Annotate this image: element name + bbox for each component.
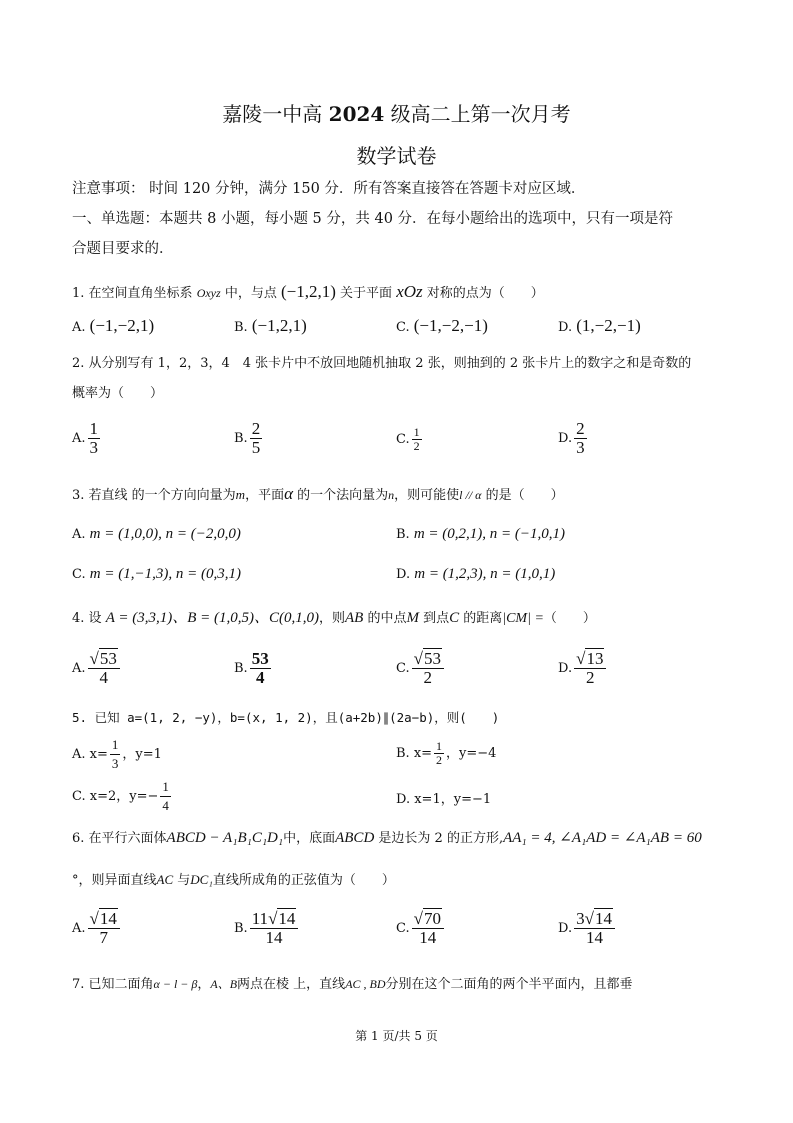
q3-option-d[interactable] <box>396 566 555 583</box>
q3-stem <box>72 484 564 506</box>
option-label: A. <box>72 921 86 936</box>
q4-text-4: 到点 <box>418 611 450 626</box>
option-rest: ，y=1 <box>122 747 162 762</box>
q6-option-a[interactable] <box>72 910 122 947</box>
numerator: 2 <box>251 419 261 438</box>
q4-points: A = (3,3,1)、B = (1,0,5)、C(0,1,0) <box>105 610 319 626</box>
denominator: 3 <box>576 438 585 457</box>
option-label: D. <box>396 567 411 582</box>
q2-option-a[interactable] <box>72 420 102 457</box>
q4-point-m: M <box>406 610 419 626</box>
q3-vector-m: m <box>235 487 246 502</box>
q5-stem: 5. 已知 a=(1, 2, −y)，b=(x, 1, 2)，且(a+2b)∥(2a−b)，则( ) <box>72 710 500 725</box>
radicand: 13 <box>586 649 604 668</box>
q6-base: ABCD <box>335 830 375 846</box>
q6-stem-line2 <box>72 870 395 891</box>
option-value: (−1,−2,−1) <box>413 316 488 335</box>
option-label: C. <box>72 567 86 582</box>
q6-line-ac: AC <box>156 872 174 887</box>
denominator: 4 <box>99 668 108 687</box>
option-value: (−1,2,1) <box>251 316 307 335</box>
q7-stem <box>72 974 633 995</box>
q6-condition: AA₁ = 4, ∠A₁AD = ∠A₁AB = 60 <box>503 830 702 846</box>
option-fraction <box>250 420 263 457</box>
option-fraction <box>88 910 120 947</box>
q6-text-6: 直线所成角的正弦值为（ ） <box>212 873 395 888</box>
denominator: 14 <box>265 928 283 947</box>
option-label: A. x= <box>72 747 108 762</box>
q1-coord-system: Oxyz <box>196 286 221 300</box>
q1-text-2: 中，与点 <box>224 286 277 301</box>
q1-stem <box>72 282 544 304</box>
q2-option-c[interactable] <box>396 426 424 453</box>
option-label: A. <box>72 320 86 335</box>
option-label: D. <box>558 921 573 936</box>
option-value: m = (1,2,3), n = (1,0,1) <box>414 566 556 582</box>
denominator: 3 <box>111 756 119 771</box>
denominator: 4 <box>255 668 265 687</box>
option-fraction <box>88 650 120 687</box>
option-fraction <box>160 778 171 815</box>
q1-option-a[interactable] <box>72 316 154 336</box>
q3-text-4: ，则可能使 <box>394 488 460 503</box>
radicand: 14 <box>99 909 117 928</box>
q3-text-3: 的一个法向量为 <box>293 488 389 503</box>
q3-parallel-relation: l // α <box>459 488 482 502</box>
numerator: √70 <box>412 910 444 929</box>
q4-text-2: ，则 <box>318 611 345 626</box>
option-label: C. <box>396 432 410 447</box>
q6-solid: ABCD − A₁B₁C₁D₁ <box>166 830 284 846</box>
notice-text: 时间 120 分钟，满分 150 分．所有答案直接答在答题卡对应区域． <box>144 181 586 197</box>
q4-option-b[interactable] <box>234 650 273 687</box>
q6-text-3: 是边长为 2 的正方形, <box>374 831 504 846</box>
q4-text-6: （ ） <box>543 611 596 626</box>
q6-option-c[interactable] <box>396 910 446 947</box>
q1-option-d[interactable] <box>558 316 641 336</box>
radicand: 14 <box>594 909 612 928</box>
denominator: 14 <box>419 928 437 947</box>
option-label: A. <box>72 661 86 676</box>
option-fraction <box>250 650 271 687</box>
q6-text-4: °，则异面直线 <box>72 873 157 888</box>
denominator: 7 <box>99 928 108 947</box>
radicand: 14 <box>278 909 296 928</box>
q4-text-1: 4. 设 <box>72 611 102 626</box>
q3-option-c[interactable] <box>72 566 241 583</box>
numerator: √13 <box>574 650 606 669</box>
q3-option-a[interactable] <box>72 526 241 543</box>
q7-points-ab: A、B <box>210 977 238 991</box>
q4-text-5: 的距离 <box>459 611 503 626</box>
denominator: 3 <box>89 438 99 457</box>
denominator: 2 <box>586 668 595 687</box>
option-rest: ，y=−4 <box>446 746 497 761</box>
option-label: D. <box>558 431 573 446</box>
option-fraction <box>88 420 101 457</box>
option-label: B. x= <box>396 746 433 761</box>
option-label: B. <box>234 320 248 335</box>
denominator: 2 <box>423 668 433 687</box>
numerator: 53 <box>251 649 269 668</box>
q3-option-b[interactable] <box>396 526 565 543</box>
option-fraction <box>574 650 606 687</box>
option-value: (1,−2,−1) <box>576 316 641 335</box>
option-label: A. <box>72 431 86 446</box>
q7-lines: AC , BD <box>345 977 386 991</box>
q4-option-a[interactable] <box>72 650 122 687</box>
q2-option-b[interactable] <box>234 420 264 457</box>
q1-text-1: 1. 在空间直角坐标系 <box>72 286 193 301</box>
q1-option-c[interactable] <box>396 316 488 336</box>
denominator: 2 <box>436 753 443 767</box>
numerator: √53 <box>88 650 120 669</box>
numerator: 1 <box>110 736 121 755</box>
numerator: 1 <box>89 419 99 438</box>
option-fraction <box>412 426 422 453</box>
q4-distance-cm: |CM| = <box>502 611 544 626</box>
radicand: 53 <box>423 649 441 668</box>
q7-text-2: ， <box>197 977 211 992</box>
notice-line <box>72 178 585 200</box>
numerator: 1 <box>413 425 420 439</box>
radicand: 70 <box>423 909 441 928</box>
q4-stem <box>72 608 596 629</box>
notice-label: 注意事项： <box>72 181 145 197</box>
exam-subtitle: 数学试卷 <box>356 144 437 168</box>
title-part2: 级高二上第一次月考 <box>384 102 571 126</box>
denominator: 14 <box>586 928 604 947</box>
q1-text-4: 对称的点为（ ） <box>426 286 544 301</box>
radicand: 53 <box>99 649 117 668</box>
numerator: 1 <box>436 739 443 753</box>
q6-text-2: 中，底面 <box>283 831 336 846</box>
option-fraction <box>110 736 121 773</box>
q3-alpha: α <box>284 484 294 503</box>
q7-text-4: 分别在这个二面角的两个半平面内，且都垂 <box>385 977 633 992</box>
q6-stem-line1 <box>72 828 702 849</box>
option-label: B. <box>234 661 248 676</box>
section1-line1: 一、单选题：本题共 8 小题，每小题 5 分，共 40 分．在每小题给出的选项中，只有一项是符 <box>72 211 674 227</box>
numerator: √14 <box>88 910 120 929</box>
q4-segment-ab: AB <box>344 610 364 626</box>
option-label: B. <box>234 921 248 936</box>
option-value: m = (0,2,1), n = (−1,0,1) <box>413 526 566 542</box>
q2-option-d[interactable] <box>558 420 589 457</box>
numerator: 11√14 <box>250 910 299 929</box>
coefficient: 11 <box>251 909 269 928</box>
option-fraction <box>434 740 444 767</box>
coefficient: 3 <box>576 909 585 928</box>
option-label: C. <box>396 320 410 335</box>
denominator: 4 <box>162 798 169 813</box>
option-fraction <box>412 650 444 687</box>
option-fraction <box>574 910 615 947</box>
q2-stem-line1: 2. 从分别写有 1，2，3，4 4 张卡片中不放回地随机抽取 2 张，则抽到的 2 张卡片上的数字之和是奇数的 <box>72 356 692 371</box>
q1-point: (−1,2,1) <box>280 282 336 301</box>
option-label: D. <box>558 661 573 676</box>
q6-text-1: 6. 在平行六面体 <box>72 831 167 846</box>
q6-line-dc1: DC₁ <box>190 872 213 887</box>
option-value: m = (1,−1,3), n = (0,3,1) <box>89 566 241 582</box>
option-label: C. x=2，y=− <box>72 789 159 804</box>
denominator: 2 <box>413 439 420 453</box>
numerator: 1 <box>160 778 171 797</box>
title-part1: 嘉陵一中高 <box>222 102 329 126</box>
q5-option-b[interactable] <box>396 740 496 767</box>
section1-line2: 合题目要求的． <box>72 241 174 257</box>
exam-title <box>0 98 793 127</box>
q3-text-2: ，平面 <box>245 488 285 503</box>
option-label: D. <box>558 320 573 335</box>
q1-plane: xOz <box>396 282 423 301</box>
q3-text-5: 的是（ ） <box>481 488 564 503</box>
page-footer: 第 1 页/共 5 页 <box>355 1029 438 1043</box>
option-label: B. <box>234 431 248 446</box>
q7-dihedral-angle: α − l − β <box>153 977 198 991</box>
q7-text-1: 7. 已知二面角 <box>72 977 154 992</box>
option-label: A. <box>72 527 86 542</box>
option-label: C. <box>396 921 410 936</box>
q6-option-d[interactable] <box>558 910 617 947</box>
q3-vector-n: n <box>388 488 395 502</box>
q4-text-3: 的中点 <box>363 611 407 626</box>
q6-option-b[interactable] <box>234 910 300 947</box>
q7-text-3: 两点在棱 上，直线 <box>237 977 346 992</box>
option-value: (−1,−2,1) <box>89 316 155 335</box>
title-year: 2024 <box>328 102 385 126</box>
numerator: √53 <box>412 650 444 669</box>
q2-stem-line2: 概率为（ ） <box>72 386 164 401</box>
q5-option-c[interactable] <box>72 778 173 815</box>
q6-text-5: 与 <box>173 873 191 888</box>
numerator: 3√14 <box>574 910 615 929</box>
option-fraction <box>250 910 299 947</box>
q4-option-c[interactable] <box>396 650 446 687</box>
option-label: B. <box>396 527 410 542</box>
q5-option-a[interactable] <box>72 736 162 773</box>
numerator: 2 <box>576 419 585 438</box>
q1-text-3: 关于平面 <box>340 286 393 301</box>
q4-option-d[interactable] <box>558 650 608 687</box>
option-fraction <box>574 420 587 457</box>
q5-option-d[interactable]: D. x=1，y=−1 <box>396 792 492 807</box>
q1-option-b[interactable] <box>234 316 307 336</box>
q3-text-1: 3. 若直线 的一个方向向量为 <box>72 488 236 503</box>
denominator: 5 <box>251 438 261 457</box>
q4-point-c: C <box>449 610 460 626</box>
option-value: m = (1,0,0), n = (−2,0,0) <box>89 526 241 542</box>
option-fraction <box>412 910 444 947</box>
option-label: C. <box>396 661 410 676</box>
